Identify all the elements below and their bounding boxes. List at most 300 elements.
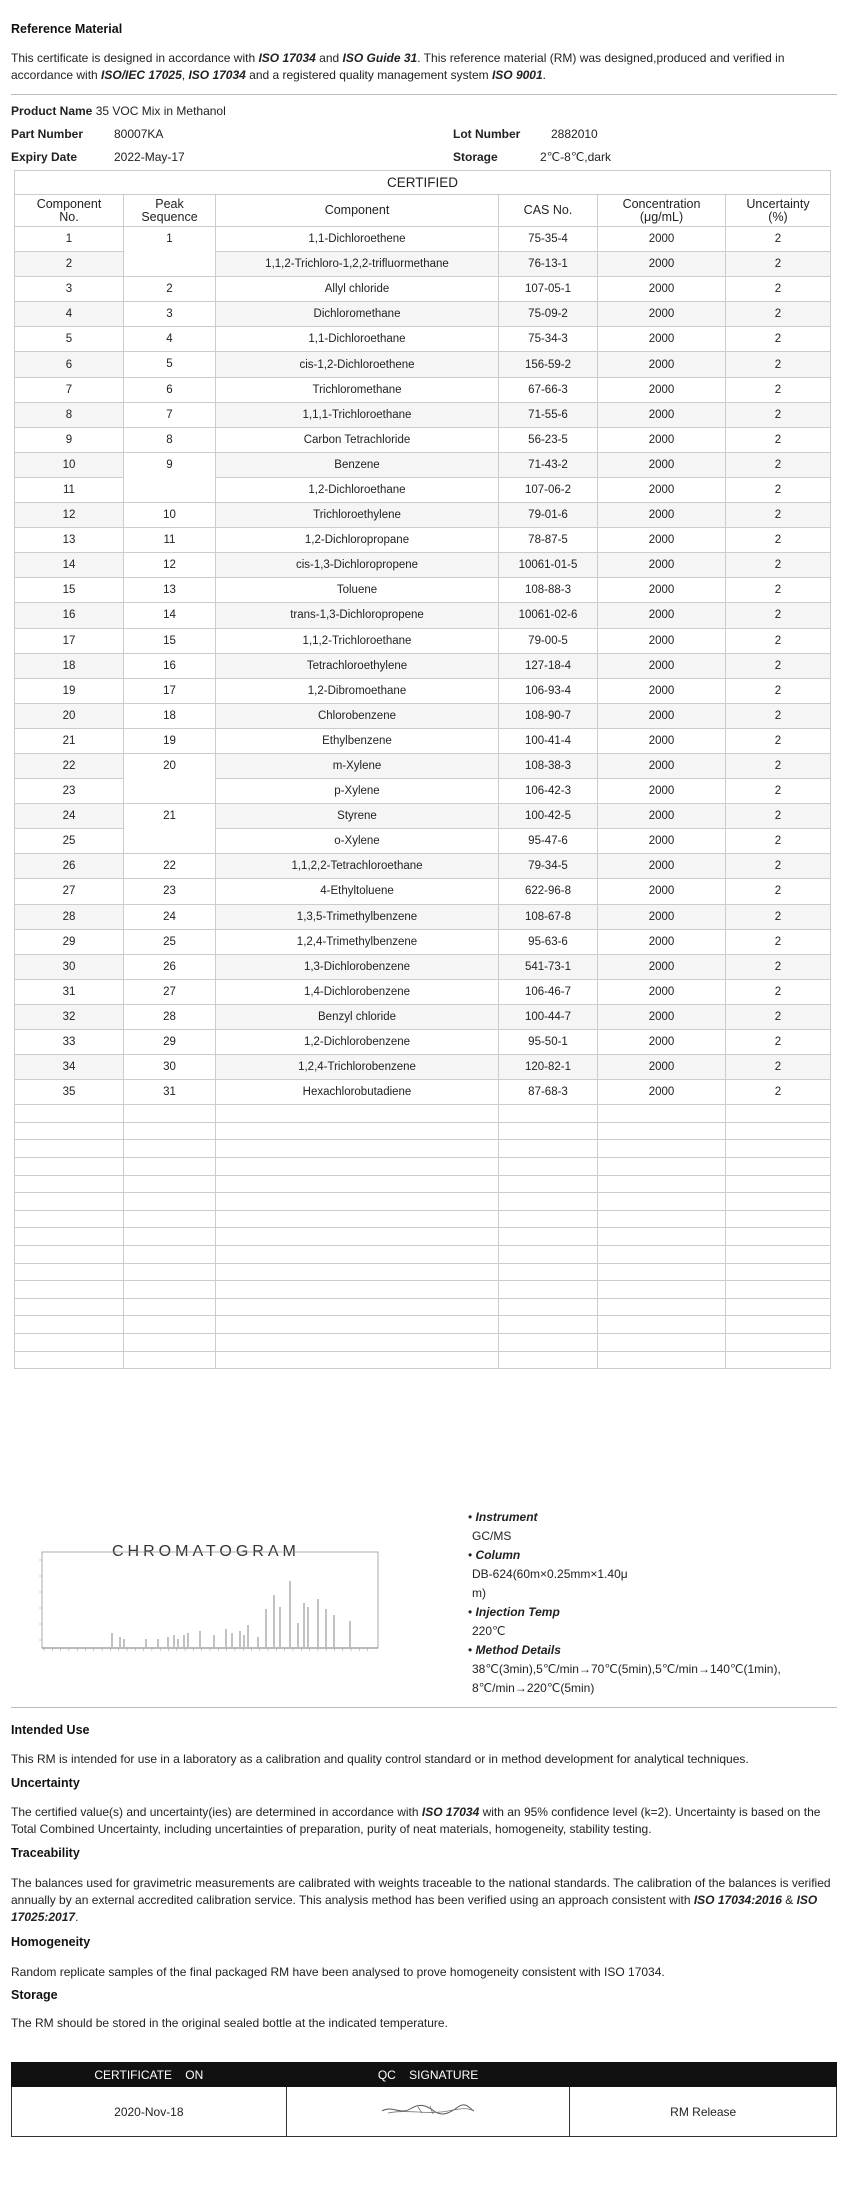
table-cell: 79-00-5 <box>499 628 598 653</box>
table-cell: 1,1,1-Trichloroethane <box>216 402 499 427</box>
table-cell: 26 <box>15 854 124 879</box>
table-cell: 7 <box>124 402 216 427</box>
table-cell: 75-34-3 <box>499 327 598 352</box>
table-row <box>15 628 831 653</box>
table-cell: 26 <box>124 954 216 979</box>
table-cell: cis-1,2-Dichloroethene <box>216 352 499 377</box>
table-cell: 2 <box>726 578 831 603</box>
table-row <box>15 879 831 904</box>
table-cell: 1,2-Dichlorobenzene <box>216 1030 499 1055</box>
table-cell: 1,1,2-Trichloro-1,2,2-trifluormethane <box>216 252 499 277</box>
table-cell: 17 <box>15 628 124 653</box>
rm-release: RM Release <box>570 2087 837 2137</box>
table-cell: 2000 <box>598 553 726 578</box>
table-cell <box>15 1246 124 1264</box>
certificate-date: 2020-Nov-18 <box>12 2087 287 2137</box>
table-cell: 16 <box>15 603 124 628</box>
table-row <box>15 653 831 678</box>
table-cell: 2000 <box>598 1080 726 1105</box>
chromatogram-image <box>28 1540 398 1680</box>
table-cell <box>216 1316 499 1334</box>
table-cell: 23 <box>15 779 124 804</box>
table-cell <box>15 1281 124 1299</box>
table-cell: 1,1-Dichloroethane <box>216 327 499 352</box>
table-cell: 622-96-8 <box>499 879 598 904</box>
table-title: CERTIFIED <box>15 171 831 195</box>
table-cell: 1,2,4-Trichlorobenzene <box>216 1055 499 1080</box>
table-row <box>15 854 831 879</box>
table-cell: trans-1,3-Dichloropropene <box>216 603 499 628</box>
table-cell: 1 <box>15 227 124 252</box>
table-cell: cis-1,3-Dichloropropene <box>216 553 499 578</box>
certified-table-wrap <box>14 170 830 1369</box>
table-cell <box>598 1158 726 1176</box>
traceability-text: The balances used for gravimetric measurements are calibrated with weights traceable to the national standards. The calibration of the balances is verified annually by an external accredited calibration service. This analysis method has been verified using an approach consistent with ISO 17034:2016 & ISO 17025:2017. <box>11 1876 831 1924</box>
table-cell <box>598 1316 726 1334</box>
blank-row <box>15 1334 831 1352</box>
table-cell <box>15 1122 124 1140</box>
table-cell <box>598 1210 726 1228</box>
uncertainty-title: Uncertainty <box>11 1776 80 1790</box>
table-cell: Trichloroethylene <box>216 503 499 528</box>
table-cell: 19 <box>124 728 216 753</box>
storage-text: The RM should be stored in the original sealed bottle at the indicated temperature. <box>11 2016 448 2030</box>
table-row <box>15 277 831 302</box>
table-row <box>15 227 831 252</box>
table-cell <box>15 1140 124 1158</box>
table-cell: 2 <box>726 402 831 427</box>
table-cell <box>216 1281 499 1299</box>
table-cell <box>598 1246 726 1264</box>
table-cell: 1,4-Dichlorobenzene <box>216 979 499 1004</box>
table-cell: Ethylbenzene <box>216 728 499 753</box>
table-cell <box>124 1316 216 1334</box>
storage-title: Storage <box>11 1988 58 2002</box>
intended-use-title: Intended Use <box>11 1723 90 1737</box>
table-cell: 2 <box>726 327 831 352</box>
table-cell: 29 <box>124 1030 216 1055</box>
table-cell <box>15 1298 124 1316</box>
table-cell: 2000 <box>598 728 726 753</box>
table-cell: Dichloromethane <box>216 302 499 327</box>
table-cell: 24 <box>124 904 216 929</box>
table-cell <box>124 1122 216 1140</box>
table-cell <box>499 1210 598 1228</box>
table-cell: 9 <box>15 427 124 452</box>
table-cell: 2 <box>124 277 216 302</box>
table-cell: 14 <box>15 553 124 578</box>
table-cell <box>15 1193 124 1211</box>
table-cell: 2000 <box>598 703 726 728</box>
blank-row <box>15 1105 831 1123</box>
table-cell: 2000 <box>598 904 726 929</box>
table-cell: 127-18-4 <box>499 653 598 678</box>
table-cell: 25 <box>124 929 216 954</box>
blank-row <box>15 1281 831 1299</box>
table-cell: 31 <box>15 979 124 1004</box>
table-cell <box>726 1228 831 1246</box>
table-row <box>15 427 831 452</box>
table-cell: 12 <box>124 553 216 578</box>
table-cell: 10 <box>15 452 124 477</box>
table-cell: 28 <box>15 904 124 929</box>
divider <box>11 94 837 95</box>
table-cell: 1,1-Dichloroethene <box>216 227 499 252</box>
table-cell: Chlorobenzene <box>216 703 499 728</box>
table-cell: 79-34-5 <box>499 854 598 879</box>
table-cell: 2 <box>726 528 831 553</box>
table-cell: 35 <box>15 1080 124 1105</box>
table-cell: 12 <box>15 503 124 528</box>
homogeneity-title: Homogeneity <box>11 1935 91 1949</box>
table-cell: 2000 <box>598 252 726 277</box>
table-cell: 13 <box>124 578 216 603</box>
table-row <box>15 929 831 954</box>
table-cell: 120-82-1 <box>499 1055 598 1080</box>
table-cell <box>15 1316 124 1334</box>
table-cell: 2000 <box>598 929 726 954</box>
table-cell <box>598 1140 726 1158</box>
table-cell: 76-13-1 <box>499 252 598 277</box>
table-cell: 30 <box>15 954 124 979</box>
table-cell <box>499 1158 598 1176</box>
table-cell <box>15 1175 124 1193</box>
table-row <box>15 979 831 1004</box>
table-cell: 1,2-Dibromoethane <box>216 678 499 703</box>
table-cell: 1,1,2,2-Tetrachloroethane <box>216 854 499 879</box>
column-value: DB-624(60m×0.25mm×1.40μm) <box>472 1567 628 1600</box>
table-cell: 2 <box>726 503 831 528</box>
table-cell <box>124 1105 216 1123</box>
table-cell <box>124 1158 216 1176</box>
table-cell: 22 <box>124 854 216 879</box>
table-cell: 11 <box>15 477 124 502</box>
table-cell <box>726 1263 831 1281</box>
table-cell: 95-63-6 <box>499 929 598 954</box>
table-cell: 106-46-7 <box>499 979 598 1004</box>
table-cell: 23 <box>124 879 216 904</box>
table-cell: 25 <box>15 829 124 854</box>
table-cell <box>726 1351 831 1369</box>
table-cell: 67-66-3 <box>499 377 598 402</box>
blank-row <box>15 1210 831 1228</box>
table-cell: 30 <box>124 1055 216 1080</box>
table-cell: 2000 <box>598 1004 726 1029</box>
table-row <box>15 528 831 553</box>
table-cell: 75-09-2 <box>499 302 598 327</box>
table-row <box>15 327 831 352</box>
table-cell <box>124 1263 216 1281</box>
blank-row <box>15 1298 831 1316</box>
part-number-field: Part Number 80007KA <box>11 127 164 141</box>
table-cell: 100-42-5 <box>499 804 598 829</box>
table-cell: 10 <box>124 503 216 528</box>
table-cell: 11 <box>124 528 216 553</box>
table-cell: 2 <box>726 1055 831 1080</box>
table-cell <box>499 1298 598 1316</box>
table-cell: 2 <box>726 728 831 753</box>
table-row <box>15 553 831 578</box>
table-cell <box>216 1122 499 1140</box>
injection-item: • Injection Temp <box>468 1605 560 1619</box>
table-cell: 8 <box>15 402 124 427</box>
table-cell <box>216 1175 499 1193</box>
table-cell: 2000 <box>598 1030 726 1055</box>
blank-row <box>15 1175 831 1193</box>
table-cell <box>726 1281 831 1299</box>
table-cell: 4 <box>124 327 216 352</box>
table-cell <box>726 1334 831 1352</box>
table-row <box>15 352 831 377</box>
table-row <box>15 377 831 402</box>
table-cell: 2000 <box>598 1055 726 1080</box>
table-cell <box>124 1140 216 1158</box>
signature-image <box>378 2099 478 2121</box>
table-cell <box>15 1351 124 1369</box>
table-cell <box>216 1263 499 1281</box>
table-cell <box>216 1334 499 1352</box>
lot-number-field: Lot Number 2882010 <box>453 127 598 141</box>
table-cell <box>216 1158 499 1176</box>
chrom-frame <box>42 1552 378 1648</box>
table-cell: 2 <box>726 427 831 452</box>
table-cell: 2 <box>726 1004 831 1029</box>
table-cell: 2000 <box>598 753 726 778</box>
table-cell: 18 <box>15 653 124 678</box>
table-cell: 6 <box>124 377 216 402</box>
expiry-date-field: Expiry Date 2022-May-17 <box>11 150 185 164</box>
blank-row <box>15 1140 831 1158</box>
table-cell <box>216 1193 499 1211</box>
table-cell: 108-90-7 <box>499 703 598 728</box>
table-cell <box>726 1246 831 1264</box>
table-cell <box>726 1316 831 1334</box>
table-cell: 2000 <box>598 427 726 452</box>
table-cell: 106-93-4 <box>499 678 598 703</box>
table-cell <box>726 1158 831 1176</box>
table-cell <box>124 1281 216 1299</box>
table-row <box>15 1004 831 1029</box>
homogeneity-text: Random replicate samples of the final packaged RM have been analysed to prove homogeneity consistent with ISO 17034. <box>11 1965 665 1979</box>
table-cell: 100-44-7 <box>499 1004 598 1029</box>
table-cell: 75-35-4 <box>499 227 598 252</box>
table-cell: 15 <box>15 578 124 603</box>
table-cell: 1,2,4-Trimethylbenzene <box>216 929 499 954</box>
divider <box>11 1707 837 1708</box>
table-cell <box>499 1140 598 1158</box>
instrument-item: • Instrument <box>468 1510 538 1524</box>
table-cell: Allyl chloride <box>216 277 499 302</box>
table-cell <box>124 1210 216 1228</box>
table-row <box>15 804 831 829</box>
table-cell: 1 <box>124 227 216 277</box>
table-cell: 2000 <box>598 854 726 879</box>
table-cell: Trichloromethane <box>216 377 499 402</box>
table-cell: 3 <box>124 302 216 327</box>
table-row <box>15 703 831 728</box>
table-cell <box>15 1105 124 1123</box>
table-cell: 16 <box>124 653 216 678</box>
table-cell: 108-67-8 <box>499 904 598 929</box>
table-cell: 2 <box>726 829 831 854</box>
blank-row <box>15 1228 831 1246</box>
table-cell <box>15 1228 124 1246</box>
reference-paragraph: This certificate is designed in accordance with ISO 17034 and ISO Guide 31. This reference material (RM) was designed,produced and verified in accordance with ISO/IEC 17025, ISO 17034 and a registered quality management system ISO 9001. <box>11 51 785 82</box>
column-header: Component <box>216 195 499 227</box>
table-row <box>15 1030 831 1055</box>
column-header: Component No. <box>15 195 124 227</box>
table-cell: 33 <box>15 1030 124 1055</box>
table-cell: 3 <box>15 277 124 302</box>
table-cell: 87-68-3 <box>499 1080 598 1105</box>
table-row <box>15 578 831 603</box>
table-cell: 2000 <box>598 503 726 528</box>
table-cell: 2 <box>726 302 831 327</box>
table-cell: 100-41-4 <box>499 728 598 753</box>
table-cell: 27 <box>15 879 124 904</box>
table-cell: 19 <box>15 678 124 703</box>
table-cell <box>726 1175 831 1193</box>
intended-use-text: This RM is intended for use in a laboratory as a calibration and quality control standard or in method development for analytical techniques. <box>11 1752 749 1766</box>
table-cell: 2000 <box>598 829 726 854</box>
table-row <box>15 954 831 979</box>
table-row <box>15 678 831 703</box>
table-cell <box>726 1140 831 1158</box>
table-cell: 5 <box>124 352 216 377</box>
table-cell: 5 <box>15 327 124 352</box>
column-item: • Column <box>468 1548 521 1562</box>
table-cell: 2000 <box>598 578 726 603</box>
table-cell <box>15 1263 124 1281</box>
chromatogram-title: CHROMATOGRAM <box>112 1543 300 1560</box>
product-name-field: Product Name 35 VOC Mix in Methanol <box>11 104 226 118</box>
table-cell <box>124 1193 216 1211</box>
table-cell: 2000 <box>598 327 726 352</box>
table-cell <box>726 1122 831 1140</box>
table-cell <box>499 1105 598 1123</box>
table-row <box>15 302 831 327</box>
column-header: Concentration (μg/mL) <box>598 195 726 227</box>
table-cell <box>598 1122 726 1140</box>
table-row <box>15 452 831 477</box>
table-cell <box>499 1316 598 1334</box>
reference-title: Reference Material <box>11 22 123 36</box>
table-cell: Toluene <box>216 578 499 603</box>
table-cell: 32 <box>15 1004 124 1029</box>
table-cell: 2 <box>726 252 831 277</box>
table-cell: 2000 <box>598 779 726 804</box>
table-cell: 4 <box>15 302 124 327</box>
injection-value: 220℃ <box>472 1624 506 1638</box>
table-cell: Benzyl chloride <box>216 1004 499 1029</box>
table-cell: 14 <box>124 603 216 628</box>
table-cell: 2000 <box>598 528 726 553</box>
table-cell: 10061-01-5 <box>499 553 598 578</box>
table-cell: 2 <box>726 352 831 377</box>
table-cell: 541-73-1 <box>499 954 598 979</box>
table-row <box>15 603 831 628</box>
table-cell: 106-42-3 <box>499 779 598 804</box>
table-cell: 17 <box>124 678 216 703</box>
table-cell: 108-38-3 <box>499 753 598 778</box>
table-cell: 1,2-Dichloropropane <box>216 528 499 553</box>
table-cell <box>598 1193 726 1211</box>
table-cell <box>216 1140 499 1158</box>
table-cell: 2000 <box>598 653 726 678</box>
blank-row <box>15 1158 831 1176</box>
table-cell <box>598 1175 726 1193</box>
blank-row <box>15 1263 831 1281</box>
table-cell: 156-59-2 <box>499 352 598 377</box>
table-cell: 2 <box>726 804 831 829</box>
table-cell: 31 <box>124 1080 216 1105</box>
column-header: Uncertainty (%) <box>726 195 831 227</box>
table-row <box>15 753 831 778</box>
table-cell: m-Xylene <box>216 753 499 778</box>
table-cell: 2000 <box>598 352 726 377</box>
table-cell: 79-01-6 <box>499 503 598 528</box>
table-row <box>15 728 831 753</box>
table-cell: 10061-02-6 <box>499 603 598 628</box>
table-cell: 13 <box>15 528 124 553</box>
table-row <box>15 402 831 427</box>
table-cell: 2000 <box>598 277 726 302</box>
qc-signature <box>286 2087 570 2137</box>
table-cell: 29 <box>15 929 124 954</box>
table-cell: 2000 <box>598 377 726 402</box>
table-cell: 15 <box>124 628 216 653</box>
table-cell: Tetrachloroethylene <box>216 653 499 678</box>
table-cell: 20 <box>15 703 124 728</box>
table-cell <box>15 1334 124 1352</box>
table-cell: 2 <box>726 553 831 578</box>
blank-row <box>15 1246 831 1264</box>
table-cell: 2 <box>726 954 831 979</box>
table-cell: 2000 <box>598 678 726 703</box>
table-cell: Hexachlorobutadiene <box>216 1080 499 1105</box>
table-cell: 2 <box>726 678 831 703</box>
table-cell <box>598 1334 726 1352</box>
table-cell <box>726 1193 831 1211</box>
table-cell: 21 <box>15 728 124 753</box>
table-cell: 4-Ethyltoluene <box>216 879 499 904</box>
table-cell: 56-23-5 <box>499 427 598 452</box>
table-cell: 2 <box>726 929 831 954</box>
table-cell: 2000 <box>598 477 726 502</box>
table-cell <box>216 1105 499 1123</box>
table-cell: 2000 <box>598 452 726 477</box>
table-cell: 2000 <box>598 804 726 829</box>
table-cell: 71-55-6 <box>499 402 598 427</box>
instrument-value: GC/MS <box>472 1529 512 1543</box>
table-cell: 95-47-6 <box>499 829 598 854</box>
blank-row <box>15 1193 831 1211</box>
table-cell <box>598 1263 726 1281</box>
table-cell <box>124 1175 216 1193</box>
blank-row <box>15 1316 831 1334</box>
instrument-details <box>468 1508 838 1698</box>
table-cell <box>15 1158 124 1176</box>
certified-table <box>14 170 831 1369</box>
table-cell <box>216 1298 499 1316</box>
method-value: 38℃(3min),5℃/min→70℃(5min),5℃/min→140℃(1min), 8℃/min→220℃(5min) <box>472 1662 781 1695</box>
table-row <box>15 1055 831 1080</box>
certificate-on-header: CERTIFICATE ON <box>12 2063 287 2087</box>
table-cell: o-Xylene <box>216 829 499 854</box>
table-cell <box>499 1246 598 1264</box>
table-cell: 2 <box>15 252 124 277</box>
table-cell: 1,3,5-Trimethylbenzene <box>216 904 499 929</box>
